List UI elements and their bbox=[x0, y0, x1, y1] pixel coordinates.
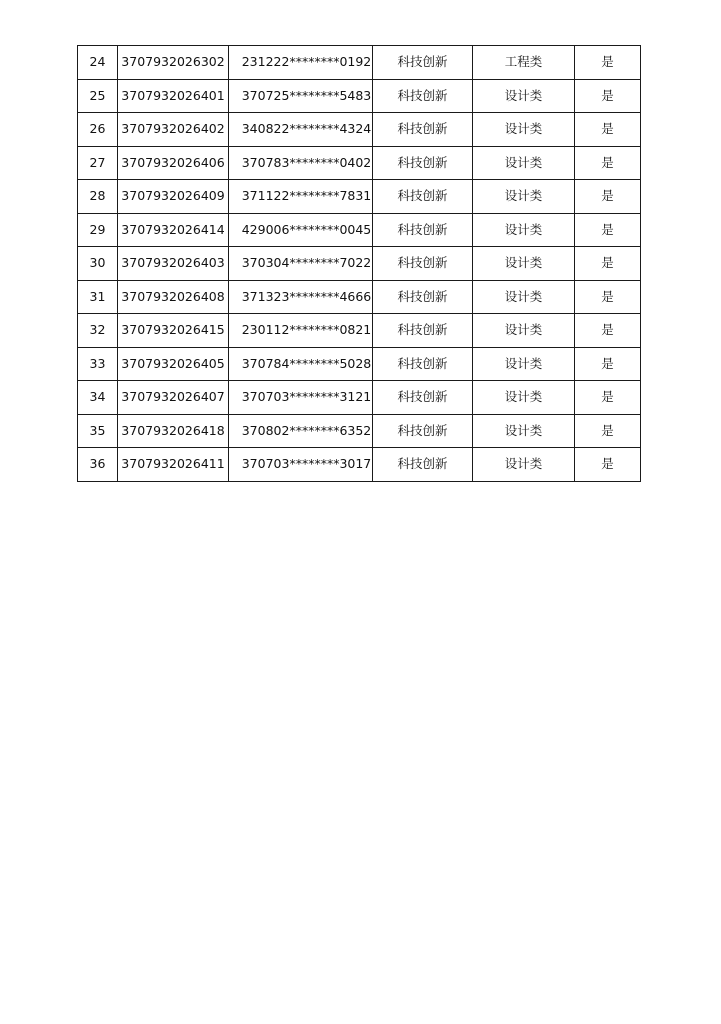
id-number-cell: 340822********4324 bbox=[229, 113, 373, 147]
table-row bbox=[78, 414, 641, 448]
exam-number-cell: 3707932026411 bbox=[118, 448, 229, 482]
id-number-cell: 370703********3017 bbox=[229, 448, 373, 482]
qualified-flag-cell: 是 bbox=[575, 113, 641, 147]
id-number-cell: 370304********7022 bbox=[229, 247, 373, 281]
qualified-flag-cell: 是 bbox=[575, 146, 641, 180]
row-number-cell: 31 bbox=[78, 280, 118, 314]
exam-number-cell: 3707932026418 bbox=[118, 414, 229, 448]
exam-number-cell: 3707932026302 bbox=[118, 46, 229, 80]
id-number-cell: 230112********0821 bbox=[229, 314, 373, 348]
exam-number-cell: 3707932026407 bbox=[118, 381, 229, 415]
position-type-cell: 设计类 bbox=[473, 347, 575, 381]
qualified-flag-cell: 是 bbox=[575, 46, 641, 80]
table-row bbox=[78, 113, 641, 147]
qualified-flag-cell: 是 bbox=[575, 448, 641, 482]
table-row bbox=[78, 314, 641, 348]
row-number-cell: 29 bbox=[78, 213, 118, 247]
table-row bbox=[78, 213, 641, 247]
position-type-cell: 设计类 bbox=[473, 213, 575, 247]
qualified-flag-cell: 是 bbox=[575, 314, 641, 348]
id-number-cell: 371323********4666 bbox=[229, 280, 373, 314]
row-number-cell: 26 bbox=[78, 113, 118, 147]
qualified-flag-cell: 是 bbox=[575, 247, 641, 281]
category-cell: 科技创新 bbox=[373, 347, 473, 381]
qualified-flag-cell: 是 bbox=[575, 280, 641, 314]
qualified-flag-cell: 是 bbox=[575, 180, 641, 214]
position-type-cell: 设计类 bbox=[473, 280, 575, 314]
category-cell: 科技创新 bbox=[373, 314, 473, 348]
row-number-cell: 25 bbox=[78, 79, 118, 113]
qualified-flag-cell: 是 bbox=[575, 347, 641, 381]
position-type-cell: 设计类 bbox=[473, 146, 575, 180]
exam-number-cell: 3707932026406 bbox=[118, 146, 229, 180]
qualified-flag-cell: 是 bbox=[575, 79, 641, 113]
table-row bbox=[78, 448, 641, 482]
position-type-cell: 工程类 bbox=[473, 46, 575, 80]
id-number-cell: 429006********0045 bbox=[229, 213, 373, 247]
table-row bbox=[78, 247, 641, 281]
row-number-cell: 30 bbox=[78, 247, 118, 281]
category-cell: 科技创新 bbox=[373, 381, 473, 415]
exam-number-cell: 3707932026402 bbox=[118, 113, 229, 147]
category-cell: 科技创新 bbox=[373, 414, 473, 448]
exam-number-cell: 3707932026415 bbox=[118, 314, 229, 348]
row-number-cell: 28 bbox=[78, 180, 118, 214]
row-number-cell: 36 bbox=[78, 448, 118, 482]
qualified-flag-cell: 是 bbox=[575, 213, 641, 247]
exam-number-cell: 3707932026405 bbox=[118, 347, 229, 381]
id-number-cell: 370783********0402 bbox=[229, 146, 373, 180]
candidate-table-body bbox=[78, 46, 641, 482]
table-row bbox=[78, 381, 641, 415]
table-row bbox=[78, 347, 641, 381]
position-type-cell: 设计类 bbox=[473, 180, 575, 214]
row-number-cell: 35 bbox=[78, 414, 118, 448]
category-cell: 科技创新 bbox=[373, 180, 473, 214]
id-number-cell: 370802********6352 bbox=[229, 414, 373, 448]
qualified-flag-cell: 是 bbox=[575, 381, 641, 415]
category-cell: 科技创新 bbox=[373, 247, 473, 281]
id-number-cell: 370703********3121 bbox=[229, 381, 373, 415]
category-cell: 科技创新 bbox=[373, 113, 473, 147]
category-cell: 科技创新 bbox=[373, 46, 473, 80]
table-row bbox=[78, 79, 641, 113]
row-number-cell: 32 bbox=[78, 314, 118, 348]
category-cell: 科技创新 bbox=[373, 448, 473, 482]
position-type-cell: 设计类 bbox=[473, 448, 575, 482]
row-number-cell: 24 bbox=[78, 46, 118, 80]
table-row bbox=[78, 146, 641, 180]
row-number-cell: 34 bbox=[78, 381, 118, 415]
exam-number-cell: 3707932026403 bbox=[118, 247, 229, 281]
table-row bbox=[78, 46, 641, 80]
position-type-cell: 设计类 bbox=[473, 414, 575, 448]
category-cell: 科技创新 bbox=[373, 213, 473, 247]
category-cell: 科技创新 bbox=[373, 280, 473, 314]
exam-number-cell: 3707932026414 bbox=[118, 213, 229, 247]
exam-number-cell: 3707932026409 bbox=[118, 180, 229, 214]
row-number-cell: 27 bbox=[78, 146, 118, 180]
category-cell: 科技创新 bbox=[373, 79, 473, 113]
position-type-cell: 设计类 bbox=[473, 314, 575, 348]
id-number-cell: 371122********7831 bbox=[229, 180, 373, 214]
id-number-cell: 370725********5483 bbox=[229, 79, 373, 113]
id-number-cell: 231222********0192 bbox=[229, 46, 373, 80]
exam-number-cell: 3707932026408 bbox=[118, 280, 229, 314]
table-row bbox=[78, 280, 641, 314]
position-type-cell: 设计类 bbox=[473, 247, 575, 281]
exam-number-cell: 3707932026401 bbox=[118, 79, 229, 113]
row-number-cell: 33 bbox=[78, 347, 118, 381]
category-cell: 科技创新 bbox=[373, 146, 473, 180]
qualified-flag-cell: 是 bbox=[575, 414, 641, 448]
position-type-cell: 设计类 bbox=[473, 113, 575, 147]
table-row bbox=[78, 180, 641, 214]
position-type-cell: 设计类 bbox=[473, 381, 575, 415]
position-type-cell: 设计类 bbox=[473, 79, 575, 113]
candidate-table bbox=[77, 45, 641, 482]
id-number-cell: 370784********5028 bbox=[229, 347, 373, 381]
